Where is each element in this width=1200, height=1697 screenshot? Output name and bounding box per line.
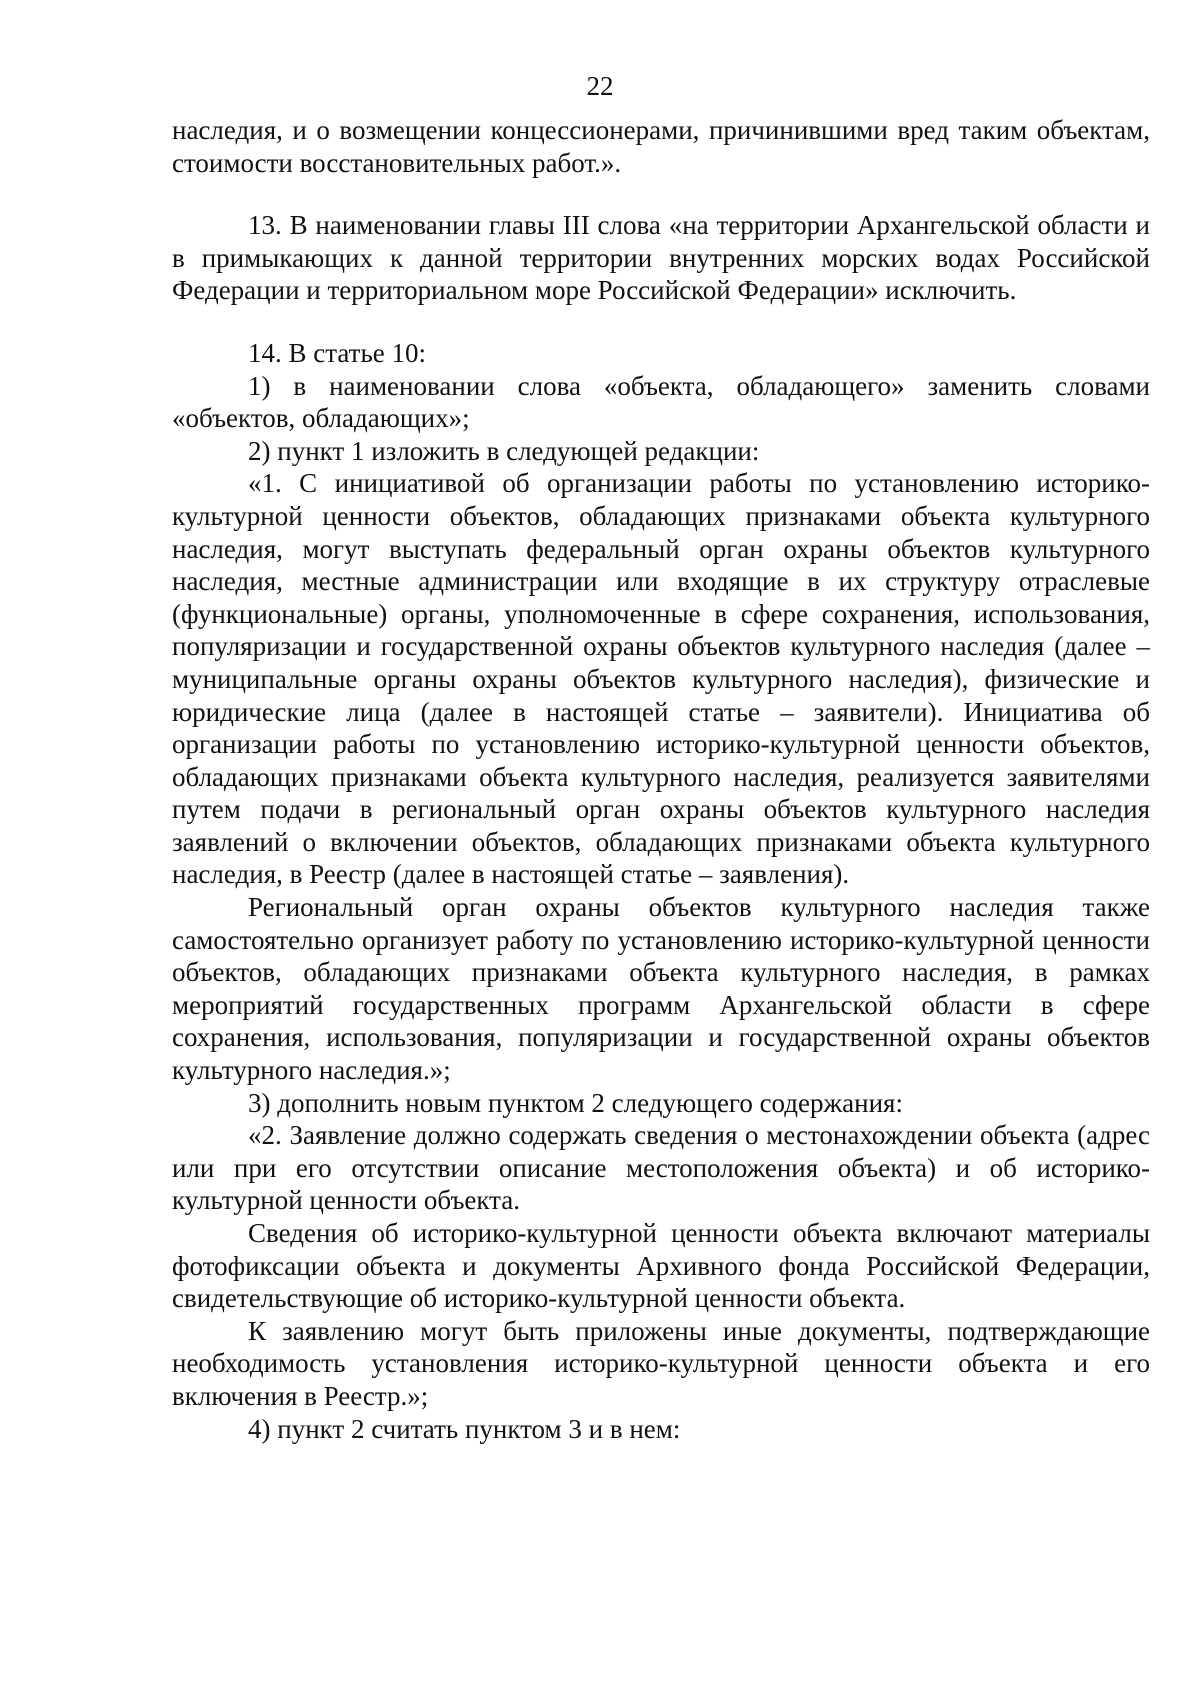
paragraph: Сведения об историко-культурной ценности объекта включают материалы фотофиксации объекта и документы Архивного фонда Российской Федерации, свидетельствующие об историко-культурной ценности объекта.	[172, 1218, 1150, 1314]
paragraph: 2) пункт 1 изложить в следующей редакции:	[248, 435, 760, 466]
paragraph: 14. В статье 10:	[248, 337, 427, 368]
paragraph: наследия, и о возмещении концессионерами, причинившими вред таким объектам, стоимости восстановительных работ.».	[172, 115, 1150, 178]
paragraph: 1) в наименовании слова «объекта, обладающего» заменить словами «объектов, обладающих»;	[172, 370, 1150, 434]
paragraph: 4) пункт 2 считать пунктом 3 и в нем:	[248, 1413, 681, 1444]
paragraph: 13. В наименовании главы III слова «на территории Архангельской области и в примыкающих к данной территории внутренних морских водах Российской Федерации и территориальном море Российской Федерации» исключить.	[172, 210, 1150, 306]
page-number: 22	[586, 71, 614, 101]
document-body	[172, 114, 1150, 1445]
paragraph: К заявлению могут быть приложены иные документы, подтверждающие необходимость установления историко-культурной ценности объекта и его включения в Реестр.»;	[172, 1315, 1150, 1411]
paragraph: «2. Заявление должно содержать сведения о местонахождении объекта (адрес или при его отсутствии описание местоположения объекта) и об историко-культурной ценности объекта.	[172, 1120, 1150, 1216]
paragraph: 3) дополнить новым пунктом 2 следующего содержания:	[248, 1087, 903, 1118]
paragraph: Региональный орган охраны объектов культурного наследия также самостоятельно организует работу по установлению историко-культурной ценности объектов, обладающих признаками объекта культурного наследия, в рамках мероприятий государственных программ Архангельской области в сфере сохранения, использования, популяризации и государственной охраны объектов культурного наследия.»;	[172, 892, 1150, 1086]
paragraph: «1. С инициативой об организации работы по установлению историко-культурной ценности объектов, обладающих признаками объекта культурного наследия, могут выступать федеральный орган охраны объектов культурного наследия, местные администрации или входящие в их структуру отраслевые (функциональные) органы, уполномоченные в сфере сохранения, использования, популяризации и государственной охраны объектов культурного наследия (далее – муниципальные органы охраны объектов культурного наследия), физические и юридические лица (далее в настоящей статье – заявители). Инициатива об организации работы по установлению историко-культурной ценности объектов, обладающих признаками объекта культурного наследия, реализуется заявителями путем подачи в региональный орган охраны объектов культурного наследия заявлений о включении объектов, обладающих признаками объекта культурного наследия, в Реестр (далее в настоящей статье – заявления).	[172, 468, 1150, 890]
